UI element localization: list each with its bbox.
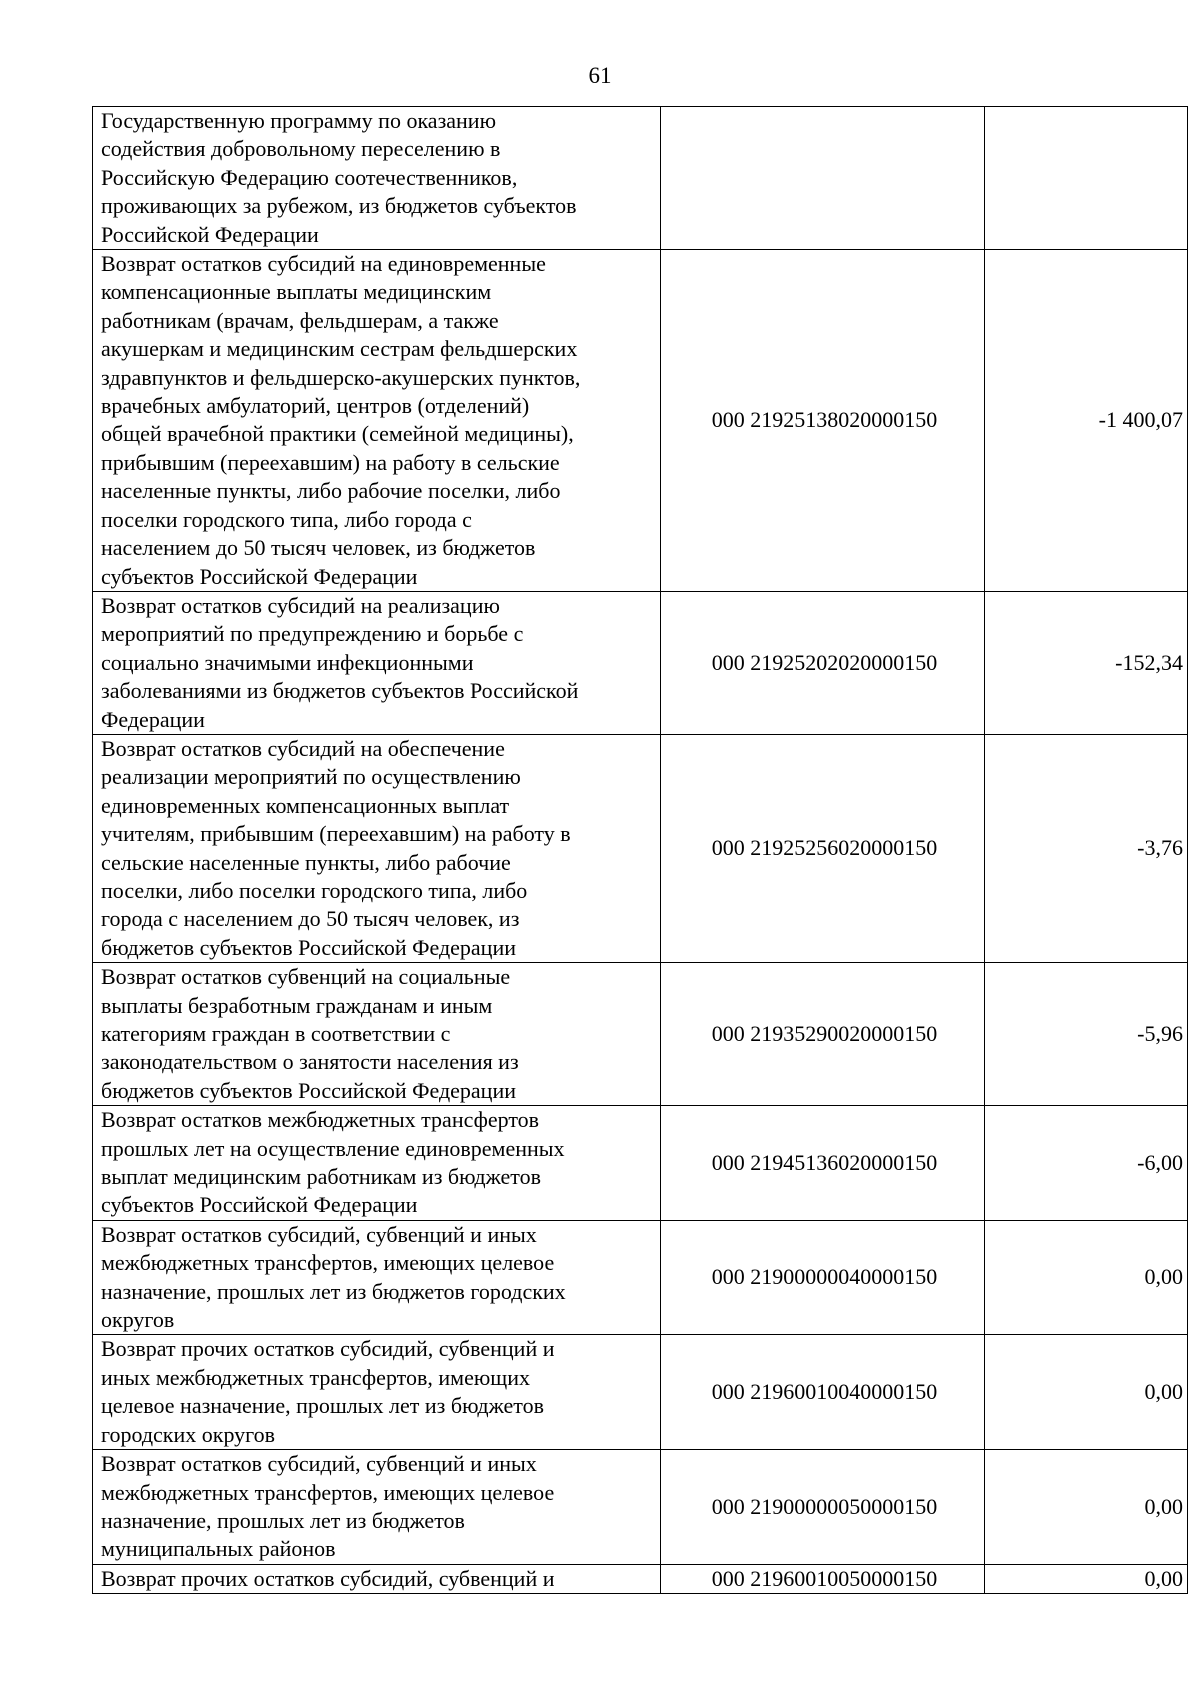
page-number: 61 xyxy=(588,63,612,88)
row-name-cell xyxy=(93,250,661,592)
row-name-cell xyxy=(93,107,661,250)
row-amount: 0,00 xyxy=(985,1220,1188,1335)
row-amount: -3,76 xyxy=(985,734,1188,962)
table-row xyxy=(93,1220,1188,1335)
table-row xyxy=(93,1564,1188,1593)
row-code: 000 21900000050000150 xyxy=(661,1450,985,1565)
row-amount: 0,00 xyxy=(985,1564,1188,1593)
budget-table-body xyxy=(93,107,1188,1594)
row-code: 000 21945136020000150 xyxy=(661,1106,985,1221)
row-name-cell xyxy=(93,1220,661,1335)
table-row xyxy=(93,1106,1188,1221)
table-row xyxy=(93,1335,1188,1450)
row-name: Возврат остатков субсидий, субвенций и иных межбюджетных трансфертов, имеющих целевое назначение, прошлых лет из бюджетов муниципальных районов xyxy=(101,1451,555,1562)
row-amount: -1 400,07 xyxy=(985,250,1188,592)
table-row xyxy=(93,591,1188,734)
row-amount: 0,00 xyxy=(985,1450,1188,1565)
row-name-cell xyxy=(93,963,661,1106)
row-name: Возврат остатков субвенций на социальные выплаты безработным гражданам и иным категориям граждан в соответствии с законодательством о занятости населения из бюджетов субъектов Российской Федерации xyxy=(101,964,519,1103)
row-name: Государственную программу по оказанию содействия добровольному переселению в Российскую Федерацию соотечественников, проживающих за рубежом, из бюджетов субъектов Российской Федерации xyxy=(101,108,577,247)
row-name-cell xyxy=(93,1564,661,1593)
table-row xyxy=(93,250,1188,592)
row-code: 000 21960010040000150 xyxy=(661,1335,985,1450)
row-amount xyxy=(985,107,1188,250)
row-name: Возврат остатков субсидий на единовременные компенсационные выплаты медицинским работникам (врачам, фельдшерам, а также акушеркам и медицинским сестрам фельдшерских здравпунктов и фельдшерско-акушерских пунктов, врачебных амбулаторий, центров (отделений) общей врачебной практики (семейной медицины), прибывшим (переехавшим) на работу в сельские населенные пункты, либо рабочие поселки, либо поселки городского типа, либо города с населением до 50 тысяч человек, из бюджетов субъектов Российской Федерации xyxy=(101,251,581,589)
row-name-cell xyxy=(93,1335,661,1450)
row-name: Возврат прочих остатков субсидий, субвенций и xyxy=(101,1565,555,1591)
row-amount: -6,00 xyxy=(985,1106,1188,1221)
row-name-cell xyxy=(93,591,661,734)
row-name: Возврат остатков субсидий на обеспечение реализации мероприятий по осуществлению единовременных компенсационных выплат учителям, прибывшим (переехавшим) на работу в сельские населенные пункты, либо рабочие поселки, либо поселки городского типа, либо города с населением до 50 тысяч человек, из бюджетов субъектов Российской Федерации xyxy=(101,735,571,960)
row-code: 000 21960010050000150 xyxy=(661,1564,985,1593)
budget-table xyxy=(92,106,1188,1594)
table-row xyxy=(93,734,1188,962)
row-code: 000 21925256020000150 xyxy=(661,734,985,962)
row-code: 000 21925202020000150 xyxy=(661,591,985,734)
table-row xyxy=(93,1450,1188,1565)
row-name: Возврат остатков субсидий, субвенций и иных межбюджетных трансфертов, имеющих целевое назначение, прошлых лет из бюджетов городских округов xyxy=(101,1221,566,1333)
row-name: Возврат прочих остатков субсидий, субвенций и иных межбюджетных трансфертов, имеющих целевое назначение, прошлых лет из бюджетов городских округов xyxy=(101,1336,555,1447)
table-row xyxy=(93,963,1188,1106)
table-row xyxy=(93,107,1188,250)
row-code: 000 21925138020000150 xyxy=(661,250,985,592)
row-code xyxy=(661,107,985,250)
row-amount: 0,00 xyxy=(985,1335,1188,1450)
row-name: Возврат остатков субсидий на реализацию мероприятий по предупреждению и борьбе с социально значимыми инфекционными заболеваниями из бюджетов субъектов Российской Федерации xyxy=(101,592,579,732)
row-code: 000 21900000040000150 xyxy=(661,1220,985,1335)
row-name: Возврат остатков межбюджетных трансфертов прошлых лет на осуществление единовременных выплат медицинским работникам из бюджетов субъектов Российской Федерации xyxy=(101,1107,565,1218)
row-name-cell xyxy=(93,1106,661,1221)
row-amount: -5,96 xyxy=(985,963,1188,1106)
row-amount: -152,34 xyxy=(985,591,1188,734)
row-code: 000 21935290020000150 xyxy=(661,963,985,1106)
row-name-cell xyxy=(93,734,661,962)
row-name-cell xyxy=(93,1450,661,1565)
